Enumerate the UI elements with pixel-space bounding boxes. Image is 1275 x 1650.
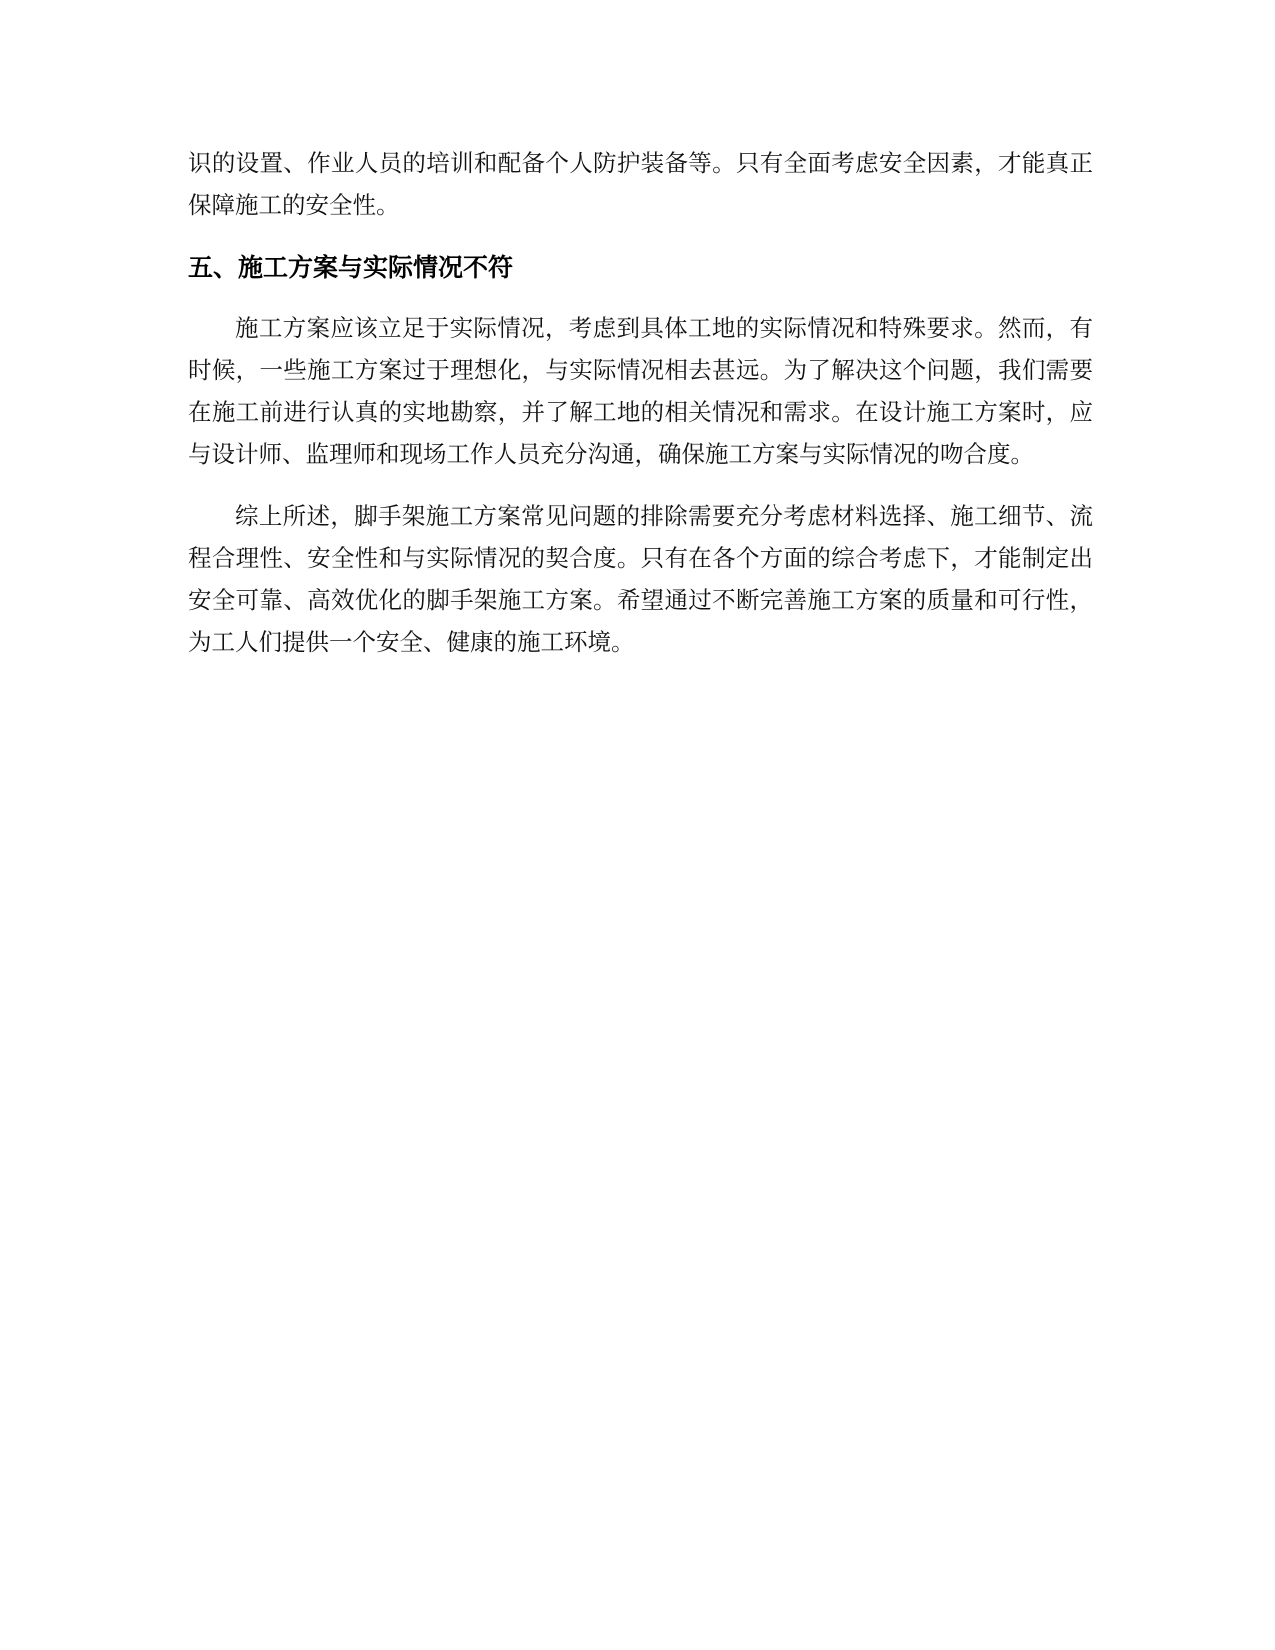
section-heading: 五、施工方案与实际情况不符 — [188, 253, 514, 282]
paragraph-spacer — [188, 475, 1093, 495]
continued-paragraph: 识的设置、作业人员的培训和配备个人防护装备等。只有全面考虑安全因素，才能真正保障施工的安全性。 — [188, 149, 1093, 219]
paragraph-conclusion: 综上所述，脚手架施工方案常见问题的排除需要充分考虑材料选择、施工细节、流程合理性、安全性和与实际情况的契合度。只有在各个方面的综合考虑下，才能制定出安全可靠、高效优化的脚手架施工方案。希望通过不断完善施工方案的质量和可行性，为工人们提供一个安全、健康的施工环境。 — [188, 502, 1093, 656]
paragraph-actual-conditions: 施工方案应该立足于实际情况，考虑到具体工地的实际情况和特殊要求。然而，有时候，一些施工方案过于理想化，与实际情况相去甚远。为了解决这个问题，我们需要在施工前进行认真的实地勘察，并了解工地的相关情况和需求。在设计施工方案时，应与设计师、监理师和现场工作人员充分沟通，确保施工方案与实际情况的吻合度。 — [188, 314, 1093, 468]
document-body — [188, 142, 1093, 663]
